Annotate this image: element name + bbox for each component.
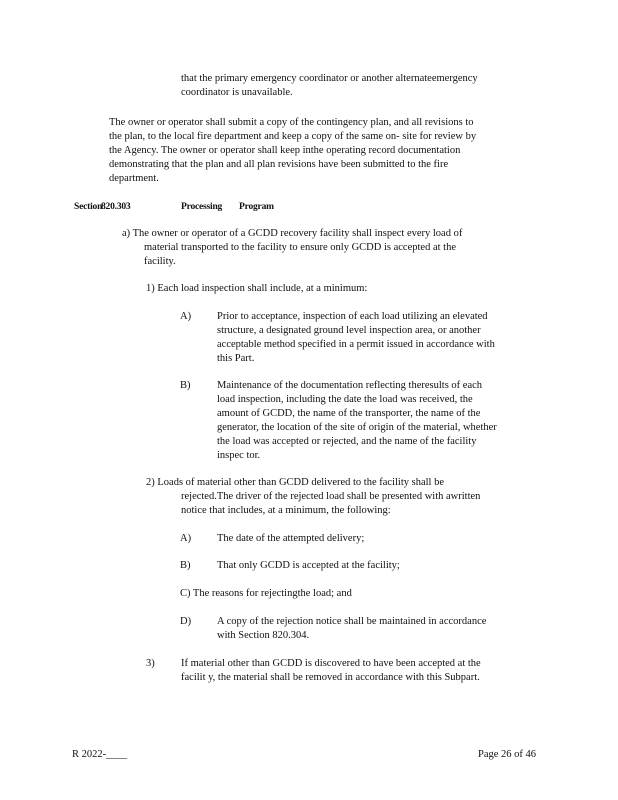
footer-docket: R 2022-____ — [72, 749, 128, 760]
intro-line: coordinator is unavailable. — [181, 87, 293, 98]
item-a — [122, 227, 462, 269]
item-1-b-label: B) — [180, 380, 191, 391]
section-label: Section — [74, 202, 103, 212]
item-3-line: If material other than GCDD is discovered to have been accepted at the — [181, 658, 481, 669]
item-1-b-line: the load was accepted or rejected, and the name of the facility — [217, 436, 477, 447]
item-1-a-line: structure, a designated ground level inspection area, or another — [217, 325, 481, 336]
item-1-b-line: generator, the location of the site of origin of the material, whether — [217, 422, 497, 433]
item-2-a: The date of the attempted delivery; — [217, 533, 365, 544]
section-number: 820.303 — [101, 202, 131, 212]
section-title-word: Processing — [181, 202, 223, 212]
item-2-b-label: B) — [180, 560, 191, 571]
item-1-a-label: A) — [180, 311, 192, 322]
item-2-d-label: D) — [180, 616, 192, 627]
item-a-line: material transported to the facility to ensure only GCDD is accepted at the — [144, 242, 456, 253]
item-1-b-line: load inspection, including the date the load was received, the — [217, 394, 473, 405]
item-1-a-line: this Part. — [217, 353, 255, 364]
intro-paragraph — [181, 72, 478, 100]
item-2-d — [217, 615, 486, 643]
item-1-b — [217, 379, 497, 463]
intro-line: that the primary emergency coordinator or another alternateemergency — [181, 73, 478, 84]
item-1-a-line: acceptable method specified in a permit issued in accordance with — [217, 339, 495, 350]
item-2-d-line: with Section 820.304. — [217, 630, 310, 641]
paragraph-line: the plan, to the local fire department and keep a copy of the same on- site for review by — [109, 131, 477, 142]
item-1-b-line: Maintenance of the documentation reflecting theresults of each — [217, 380, 483, 391]
item-2-c: C) The reasons for rejectingthe load; and — [180, 588, 352, 599]
item-1-a-line: Prior to acceptance, inspection of each load utilizing an elevated — [217, 311, 488, 322]
item-2-a-label: A) — [180, 533, 192, 544]
contingency-paragraph — [109, 116, 476, 186]
item-3-line: facilit y, the material shall be removed in accordance with this Subpart. — [181, 672, 480, 683]
item-2-line: 2) Loads of material other than GCDD delivered to the facility shall be — [146, 477, 444, 488]
item-2 — [146, 476, 480, 518]
item-2-line: rejected.The driver of the rejected load shall be presented with awritten — [181, 491, 481, 502]
item-1: 1) Each load inspection shall include, at a minimum: — [146, 283, 368, 294]
item-3 — [181, 657, 481, 685]
paragraph-line: The owner or operator shall submit a copy of the contingency plan, and all revisions to — [109, 117, 474, 128]
item-a-line: a) The owner or operator of a GCDD recovery facility shall inspect every load of — [122, 228, 463, 239]
item-2-line: notice that includes, at a minimum, the following: — [181, 505, 391, 516]
paragraph-line: demonstrating that the plan and all plan revisions have been submitted to the fire — [109, 159, 449, 170]
item-1-b-line: inspec tor. — [217, 450, 261, 461]
footer-page-number: Page 26 of 46 — [478, 749, 537, 760]
item-a-line: facility. — [144, 256, 176, 267]
paragraph-line: the Agency. The owner or operator shall keep inthe operating record documentation — [109, 145, 461, 156]
item-1-b-line: amount of GCDD, the name of the transporter, the name of the — [217, 408, 481, 419]
item-3-label: 3) — [146, 658, 155, 669]
section-title-word: Program — [239, 202, 274, 212]
item-1-a — [217, 310, 495, 366]
paragraph-line: department. — [109, 173, 159, 184]
item-2-d-line: A copy of the rejection notice shall be maintained in accordance — [217, 616, 487, 627]
item-2-b: That only GCDD is accepted at the facility; — [217, 560, 400, 571]
